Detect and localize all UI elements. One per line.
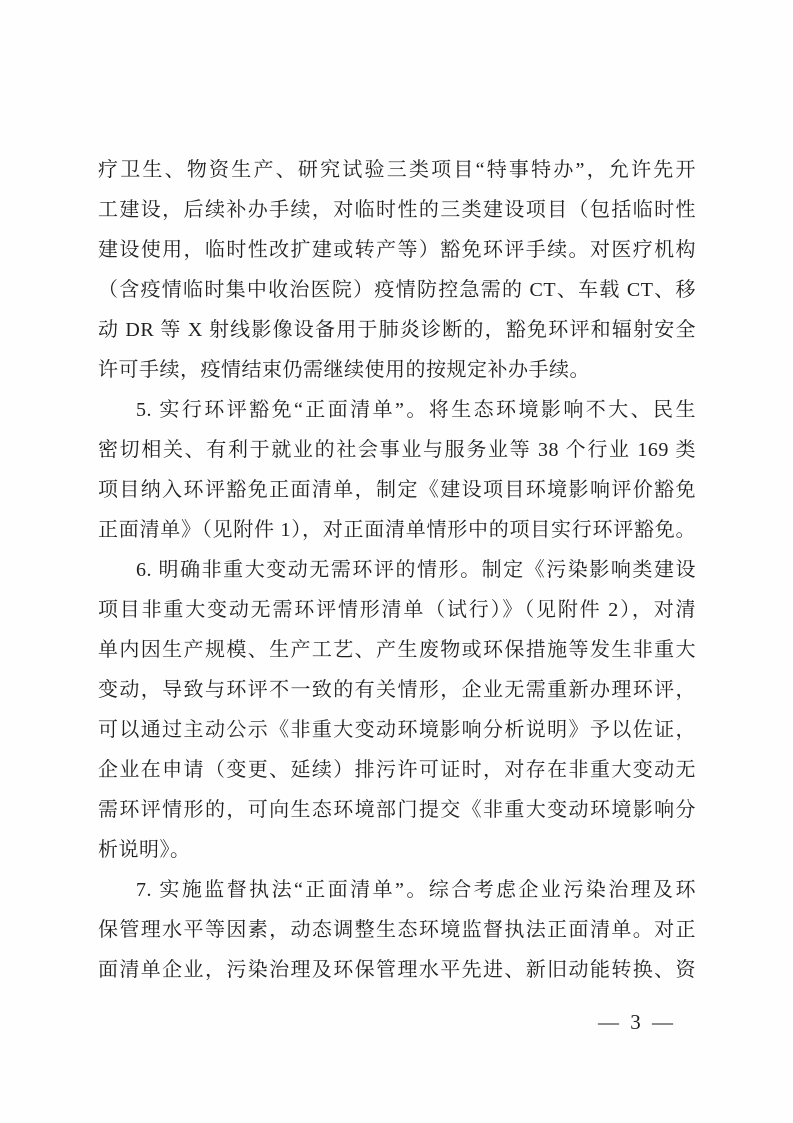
text-line: 建设使用，临时性改扩建或转产等）豁免环评手续。对医疗机构 bbox=[98, 239, 696, 261]
text-line: 变动，导致与环评不一致的有关情形，企业无需重新办理环评， bbox=[98, 679, 696, 701]
text-line: 许可手续，疫情结束仍需继续使用的按规定补办手续。 bbox=[98, 359, 590, 381]
text-line: 单内因生产规模、生产工艺、产生废物或环保措施等发生非重大 bbox=[98, 639, 696, 661]
text-line: 工建设，后续补办手续，对临时性的三类建设项目（包括临时性 bbox=[98, 199, 696, 221]
document-text-block bbox=[98, 150, 696, 990]
text-line: 企业在申请（变更、延续）排污许可证时，对存在非重大变动无 bbox=[98, 759, 696, 781]
text-line: 可以通过主动公示《非重大变动环境影响分析说明》予以佐证， bbox=[98, 719, 696, 741]
text-line: （含疫情临时集中收治医院）疫情防控急需的 CT、车载 CT、移 bbox=[98, 279, 696, 301]
text-line-paragraph-7-start: 7. 实施监督执法“正面清单”。综合考虑企业污染治理及环 bbox=[136, 879, 696, 901]
text-line: 析说明》。 bbox=[98, 839, 191, 861]
page-number: — 3 — bbox=[598, 1010, 676, 1034]
text-line: 需环评情形的，可向生态环境部门提交《非重大变动环境影响分 bbox=[98, 799, 696, 821]
text-line: 项目纳入环评豁免正面清单，制定《建设项目环境影响评价豁免 bbox=[98, 479, 696, 501]
text-line: 密切相关、有利于就业的社会事业与服务业等 38 个行业 169 类 bbox=[98, 439, 696, 461]
text-line: 面清单企业，污染治理及环保管理水平先进、新旧动能转换、资 bbox=[98, 959, 696, 981]
text-line-paragraph-5-start: 5. 实行环评豁免“正面清单”。将生态环境影响不大、民生 bbox=[136, 399, 696, 421]
text-line-paragraph-6-start: 6. 明确非重大变动无需环评的情形。制定《污染影响类建设 bbox=[136, 559, 696, 581]
text-line: 疗卫生、物资生产、研究试验三类项目“特事特办”，允许先开 bbox=[98, 159, 696, 181]
text-line: 保管理水平等因素，动态调整生态环境监督执法正面清单。对正 bbox=[98, 919, 696, 941]
text-line: 项目非重大变动无需环评情形清单（试行）》（见附件 2），对清 bbox=[98, 599, 696, 621]
text-line: 正面清单》（见附件 1），对正面清单情形中的项目实行环评豁免。 bbox=[98, 519, 696, 541]
text-line: 动 DR 等 X 射线影像设备用于肺炎诊断的，豁免环评和辐射安全 bbox=[98, 319, 696, 341]
